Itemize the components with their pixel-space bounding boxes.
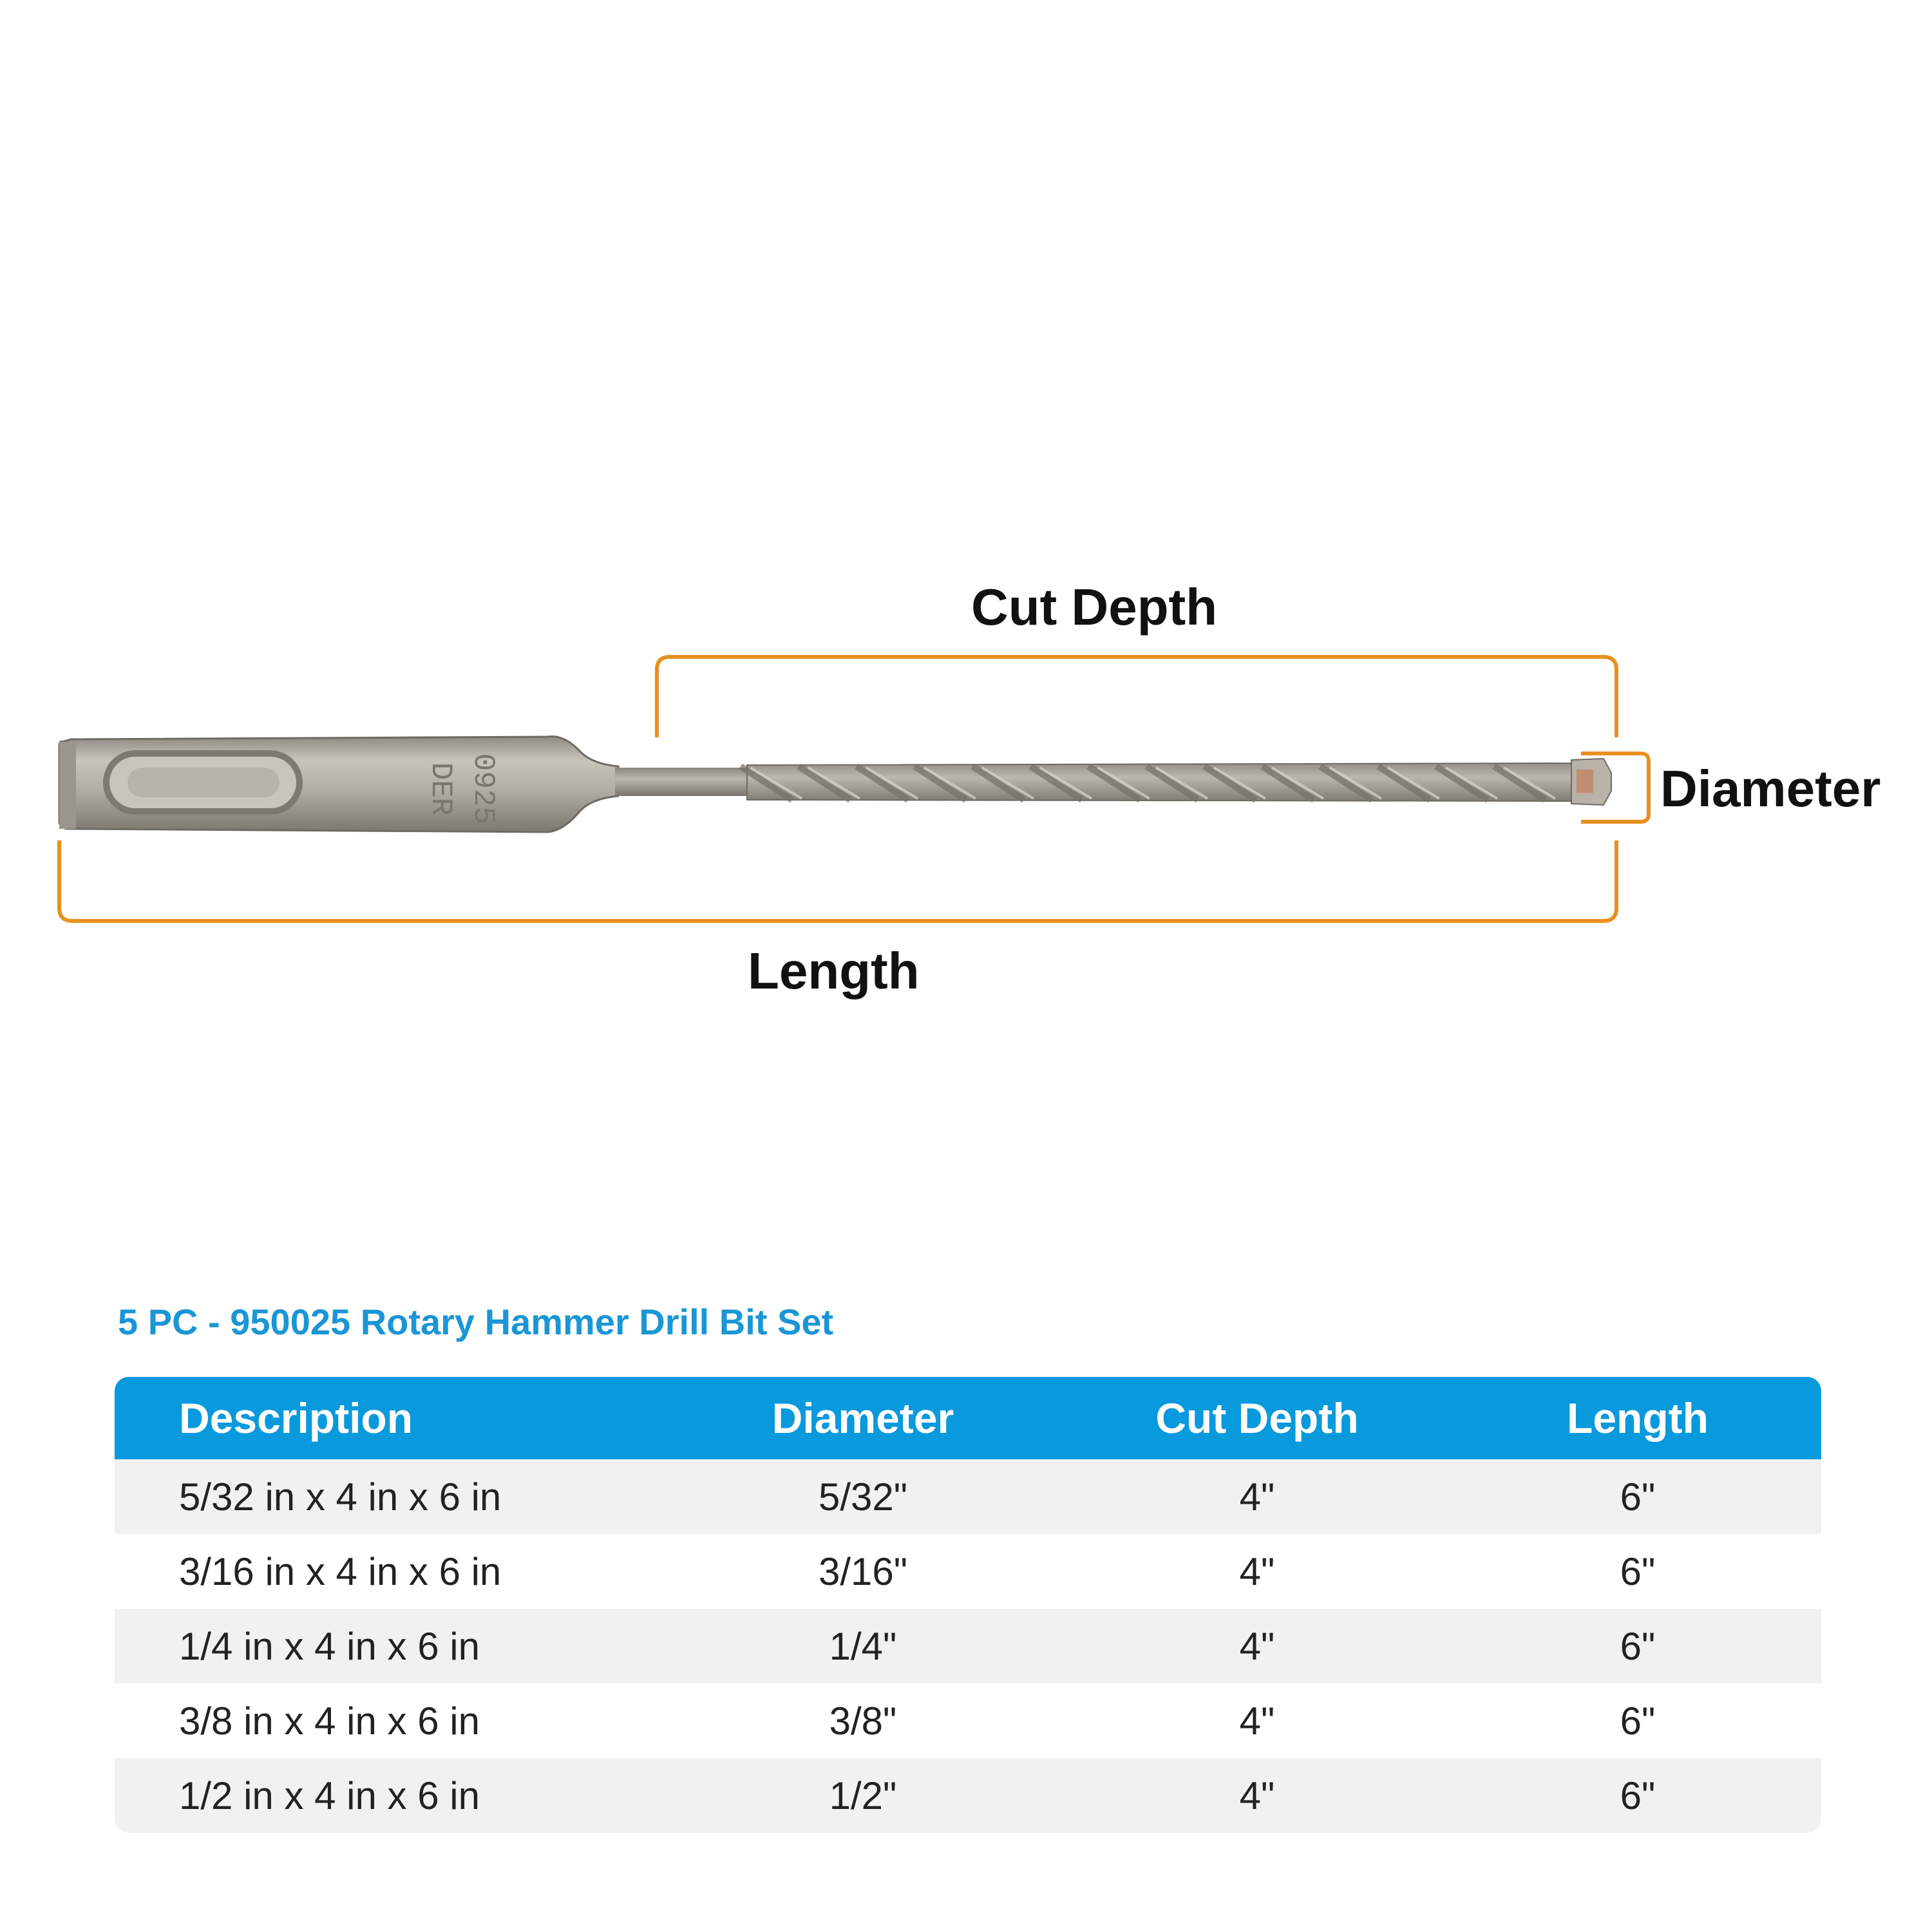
diameter-label: Diameter xyxy=(1660,760,1881,817)
cell-description: 1/2 in x 4 in x 6 in xyxy=(179,1774,480,1817)
table-row xyxy=(115,1534,1821,1609)
table-row xyxy=(115,1758,1821,1833)
header-cut-depth: Cut Depth xyxy=(1155,1394,1359,1442)
spec-table xyxy=(115,1377,1821,1833)
cell-cut-depth: 4" xyxy=(1239,1549,1275,1593)
cell-length: 6" xyxy=(1620,1699,1656,1743)
header-description: Description xyxy=(179,1394,413,1442)
header-length: Length xyxy=(1567,1394,1709,1442)
cut-depth-bracket xyxy=(657,657,1616,737)
bit-marking-model: 0925 xyxy=(466,753,500,825)
bit-neck xyxy=(615,768,750,796)
cell-length: 6" xyxy=(1620,1549,1656,1593)
cell-cut-depth: 4" xyxy=(1239,1774,1275,1817)
length-bracket xyxy=(59,840,1616,921)
spec-table-header xyxy=(115,1377,1821,1459)
spec-table-body xyxy=(115,1459,1821,1833)
cell-length: 6" xyxy=(1620,1475,1656,1519)
table-row xyxy=(115,1609,1821,1683)
cell-diameter: 3/16" xyxy=(818,1549,908,1593)
cell-diameter: 3/8" xyxy=(829,1699,897,1743)
table-row xyxy=(115,1683,1821,1758)
cell-cut-depth: 4" xyxy=(1239,1624,1275,1668)
cell-length: 6" xyxy=(1620,1774,1656,1817)
cell-description: 3/8 in x 4 in x 6 in xyxy=(179,1699,480,1743)
cell-description: 3/16 in x 4 in x 6 in xyxy=(179,1549,502,1593)
header-diameter: Diameter xyxy=(772,1394,954,1442)
cell-diameter: 1/4" xyxy=(829,1624,897,1668)
cell-description: 1/4 in x 4 in x 6 in xyxy=(179,1624,480,1668)
bit-shank-end xyxy=(59,742,76,829)
cell-diameter: 1/2" xyxy=(829,1774,897,1817)
cell-description: 5/32 in x 4 in x 6 in xyxy=(179,1475,502,1519)
spec-table-title: 5 PC - 950025 Rotary Hammer Drill Bit Set xyxy=(118,1302,834,1342)
table-row xyxy=(115,1459,1821,1534)
cell-diameter: 5/32" xyxy=(818,1475,908,1519)
cell-length: 6" xyxy=(1620,1624,1656,1668)
bit-marking-brand: DER xyxy=(424,762,457,816)
cell-cut-depth: 4" xyxy=(1239,1475,1275,1519)
length-label: Length xyxy=(748,942,920,999)
cell-cut-depth: 4" xyxy=(1239,1699,1275,1743)
cut-depth-label: Cut Depth xyxy=(971,578,1218,636)
